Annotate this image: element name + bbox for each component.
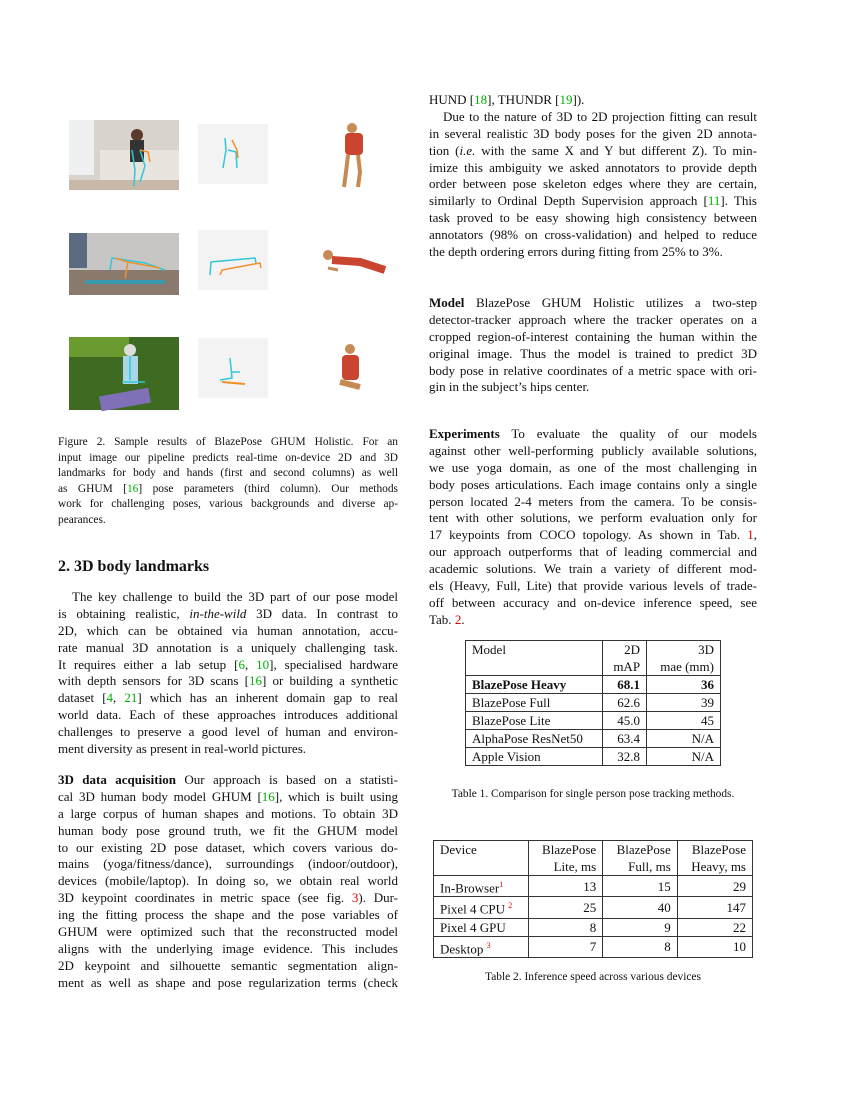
figure-2-caption xyxy=(58,435,398,529)
text-span: els (Heavy, Full, Lite) that provide various levels of trade- xyxy=(429,578,757,594)
table-header-row xyxy=(434,841,753,876)
photo-grass xyxy=(69,337,179,411)
citation-link[interactable]: 4 xyxy=(106,690,114,706)
cell: 29 xyxy=(677,876,752,897)
cell: Pixel 4 CPU $^2$ xyxy=(434,897,529,918)
cell: N/A xyxy=(647,748,721,766)
text-line xyxy=(429,363,757,380)
reference-link[interactable]: 3 xyxy=(351,890,359,906)
text-span: rate manual 3D annotation is a uniquely challenging task. xyxy=(58,639,398,655)
text-line xyxy=(429,494,757,511)
text-span: with the same X and Y but different Z). To min- xyxy=(475,142,757,158)
text-span: body pose in relative coordinates of a metric space with ori- xyxy=(429,362,757,378)
plot-3d-grass xyxy=(198,338,268,398)
text-line xyxy=(429,210,757,227)
text-line xyxy=(429,227,757,244)
text-span: 3D data. In contrast to xyxy=(246,605,399,621)
text-line xyxy=(58,482,398,498)
cell: 25 xyxy=(528,897,603,918)
text-line xyxy=(58,941,398,958)
cell: 10 xyxy=(677,936,752,957)
text-line xyxy=(58,707,398,724)
text-span: , xyxy=(113,690,125,706)
cell: BlazePose Heavy xyxy=(466,676,603,694)
text-span: Our approach is based on a statisti- xyxy=(175,772,398,787)
paragraph-model xyxy=(429,295,757,396)
cell: In-Browser$^1$ xyxy=(434,876,529,897)
text-line xyxy=(58,497,398,513)
text-span: we use yoga domain, as one of the most challenging in xyxy=(429,459,757,475)
citation-link[interactable]: 16 xyxy=(126,482,139,495)
text-span: It requires either a lab setup [ xyxy=(58,656,239,672)
text-span: tion ( xyxy=(429,142,460,158)
cell: Desktop $^3$ xyxy=(434,936,529,957)
text-span: ]). xyxy=(572,92,585,107)
header-cell: Device xyxy=(434,841,529,876)
text-span: gin in the subject’s hips center. xyxy=(429,379,590,395)
cell: Apple Vision xyxy=(466,748,603,766)
text-line xyxy=(58,606,398,623)
text-span: academic solutions. We train a variety of different mod- xyxy=(429,561,757,577)
text-span: a large corpus of human shapes and motions. To obtain 3D xyxy=(58,805,398,821)
table-row xyxy=(466,694,721,712)
citation-link[interactable]: 10 xyxy=(256,656,270,672)
text-line xyxy=(429,612,757,629)
text-span: ] or building a synthetic xyxy=(262,673,398,689)
paragraph-title: 3D data acquisition xyxy=(58,772,176,787)
text-line xyxy=(429,92,757,109)
citation-link[interactable]: 11 xyxy=(707,193,721,209)
text-line xyxy=(429,126,757,143)
reference-link[interactable]: 1 xyxy=(747,527,754,543)
text-span: 17 keypoints from COCO topology. As shown in Tab. xyxy=(429,527,748,543)
cell: 40 xyxy=(603,897,678,918)
text-span: challenges to preserve a good level of human and environ- xyxy=(58,724,398,740)
text-line xyxy=(58,623,398,640)
plot-3d-plank xyxy=(198,230,268,290)
table-header-row xyxy=(466,641,721,676)
cell: 8 xyxy=(528,918,603,936)
text-line xyxy=(58,690,398,707)
text-span: ], THUNDR [ xyxy=(487,92,560,107)
text-line xyxy=(58,856,398,873)
text-span: world data. Each of these approaches introduces additional xyxy=(58,707,398,723)
text-line xyxy=(58,890,398,907)
table-row xyxy=(466,748,721,766)
text-line xyxy=(58,958,398,975)
text-span: Tab. xyxy=(429,611,455,627)
text-span: ], specialised hardware xyxy=(269,656,398,672)
text-line xyxy=(58,589,398,606)
header-cell: BlazePose Heavy, ms xyxy=(677,841,752,876)
photo-plank xyxy=(69,233,179,295)
table-2 xyxy=(433,840,753,958)
paragraph-3d-data-acquisition xyxy=(58,772,398,992)
mesh-plank xyxy=(323,250,385,270)
table-1-caption: Table 1. Comparison for single person pose tracking methods. xyxy=(451,788,735,800)
text-span: to our existing 2D pose dataset, which covers various do- xyxy=(58,839,398,855)
text-span: ] which has an inherent domain gap to real xyxy=(137,690,399,706)
text-span: mains (yoga/fitness/dance), surroundings (indoor/outdoor), xyxy=(58,856,398,872)
text-line xyxy=(429,143,757,160)
header-cell: 2D mAP xyxy=(603,641,647,676)
footnote-mark[interactable]: 1 xyxy=(499,880,504,889)
text-span: detector-tracker approach where the tracker operates on a xyxy=(429,311,757,327)
citation-link[interactable]: 6 xyxy=(238,656,245,672)
photo-sitting xyxy=(69,120,179,190)
text-span: ). Dur- xyxy=(358,890,398,906)
text-line xyxy=(429,510,757,527)
text-span: pearances. xyxy=(58,513,106,526)
figure-2-images xyxy=(60,110,410,420)
text-span: in several realistic 3D body poses for the given 2D annota- xyxy=(429,125,757,141)
text-line xyxy=(58,657,398,674)
header-cell: Model xyxy=(466,641,603,676)
text-line xyxy=(58,975,398,992)
text-span: HUND [ xyxy=(429,92,475,107)
cell: 147 xyxy=(677,897,752,918)
text-span: GHUM were optimized such that the reconstructed model xyxy=(58,924,398,940)
text-span: i.e. xyxy=(459,142,476,158)
paragraph-title: Model xyxy=(429,295,465,310)
text-span: To evaluate the quality of our models xyxy=(499,426,757,441)
text-line xyxy=(58,823,398,840)
text-span: BlazePose GHUM Holistic utilizes a two-step xyxy=(464,295,757,310)
text-span: annotators (98% on cross-validation) and helped to reduce xyxy=(429,227,757,243)
text-line xyxy=(58,806,398,823)
text-line xyxy=(429,329,757,346)
text-line xyxy=(58,451,398,467)
figure-2 xyxy=(60,110,410,420)
text-span: dataset [ xyxy=(58,690,107,706)
cell: 22 xyxy=(677,918,752,936)
text-line xyxy=(429,176,757,193)
text-span: 2D keypoint and silhouette semantic segmentation align- xyxy=(58,957,398,973)
text-line xyxy=(58,873,398,890)
text-line xyxy=(58,789,398,806)
text-line xyxy=(429,595,757,612)
table-row xyxy=(434,936,753,957)
text-line xyxy=(58,741,398,758)
cell: 45.0 xyxy=(603,712,647,730)
text-span: is obtaining realistic, xyxy=(58,605,190,621)
cell: BlazePose Full xyxy=(466,694,603,712)
cell: 32.8 xyxy=(603,748,647,766)
cell: 62.6 xyxy=(603,694,647,712)
text-line xyxy=(58,924,398,941)
text-line xyxy=(429,443,757,460)
text-line xyxy=(58,724,398,741)
header-cell: 3D mae (mm) xyxy=(647,641,721,676)
text-line xyxy=(429,578,757,595)
text-span: input image our pipeline predicts real-time on-device 2D and 3D xyxy=(58,451,398,464)
text-line xyxy=(58,435,398,451)
reference-link[interactable]: 2 xyxy=(454,611,462,627)
header-cell: BlazePose Full, ms xyxy=(603,841,678,876)
text-span: ment as well as shape and pose regularization terms (check xyxy=(58,974,398,990)
text-line xyxy=(58,513,398,529)
text-line xyxy=(429,160,757,177)
cell: 68.1 xyxy=(603,676,647,694)
text-line xyxy=(429,544,757,561)
text-line xyxy=(58,907,398,924)
text-span: similarly to Ordinal Depth Supervision approach [ xyxy=(429,193,708,209)
text-span: the depth ordering errors during fitting from 25% to 3%. xyxy=(429,244,723,260)
paragraph-title: Experiments xyxy=(429,426,500,441)
cell: AlphaPose ResNet50 xyxy=(466,730,603,748)
text-span: ] pose parameters (third column). Our methods xyxy=(138,482,398,495)
cell: 13 xyxy=(528,876,603,897)
text-span: Due to the nature of 3D to 2D projection fitting can result xyxy=(443,108,757,124)
text-span: Figure 2. Sample results of BlazePose GHUM Holistic. For an xyxy=(58,436,398,448)
text-span: devices (mobile/laptop). In doing so, we obtain real world xyxy=(58,873,398,889)
plot-3d-sitting xyxy=(198,124,268,184)
text-span: landmarks for body and hands (first and second columns) as well xyxy=(58,467,398,480)
text-span: tent with other solutions, we perform evaluation only for xyxy=(429,510,757,526)
text-line xyxy=(429,244,757,261)
table-row xyxy=(466,730,721,748)
text-line xyxy=(429,346,757,363)
cell: 36 xyxy=(647,676,721,694)
text-span: person located 2-4 meters from the camera. To be consis- xyxy=(429,493,757,509)
citation-link[interactable]: 18 xyxy=(474,92,488,107)
text-span: original image. Thus the model is trained to predict 3D xyxy=(429,345,757,361)
table-2-caption: Table 2. Inference speed across various devices xyxy=(485,971,701,983)
text-line xyxy=(58,840,398,857)
text-span: aligns with the underlying image evidence. This includes xyxy=(58,940,398,956)
text-line xyxy=(429,477,757,494)
cell: 7 xyxy=(528,936,603,957)
text-span: human body pose ground truth, we fit the GHUM model xyxy=(58,822,398,838)
text-span: in-the-wild xyxy=(189,605,247,621)
text-span: ment diversity as present in real-world pictures. xyxy=(58,741,307,757)
cell: 39 xyxy=(647,694,721,712)
text-line xyxy=(58,673,398,690)
header-cell: BlazePose Lite, ms xyxy=(528,841,603,876)
text-span: 2D, which can be obtained via human annotation, accu- xyxy=(58,622,398,638)
text-span: imize this ambiguity we asked annotators to provide depth xyxy=(429,159,757,175)
text-line xyxy=(429,561,757,578)
cell: BlazePose Lite xyxy=(466,712,603,730)
text-span: order between pose skeleton edges where they are certain, xyxy=(429,176,757,192)
paragraph-3d-landmarks-intro xyxy=(58,589,398,758)
text-span: , xyxy=(244,656,257,672)
text-line xyxy=(429,312,757,329)
text-span: ], which is built using xyxy=(274,788,399,804)
table-row xyxy=(466,712,721,730)
cell: 8 xyxy=(603,936,678,957)
text-span: off between accuracy and on-device inference speed, see xyxy=(429,594,757,610)
text-span: 3D keypoint coordinates in metric space (see fig. xyxy=(58,890,352,906)
text-span: against other well-performing publicly available solutions, xyxy=(429,442,757,458)
text-line xyxy=(58,772,398,789)
text-span: cropped region-of-interest containing the human within the xyxy=(429,328,757,344)
paragraph-depth-ordering xyxy=(429,92,757,261)
text-span: . xyxy=(461,611,465,627)
text-span: body poses articulations. Each image contains only a single xyxy=(429,476,757,492)
text-line xyxy=(58,466,398,482)
text-span: our approach outperforms that of leading commercial and xyxy=(429,544,757,560)
citation-link[interactable]: 21 xyxy=(124,690,138,706)
text-line xyxy=(429,527,757,544)
citation-link[interactable]: 16 xyxy=(261,788,275,804)
paragraph-experiments xyxy=(429,426,757,629)
mesh-sitting xyxy=(344,123,363,187)
cell: 45 xyxy=(647,712,721,730)
text-line xyxy=(429,460,757,477)
text-line xyxy=(429,109,757,126)
text-span: cal 3D human body model GHUM [ xyxy=(58,788,262,804)
citation-link[interactable]: 16 xyxy=(249,673,262,689)
text-span: work for challenging poses, various backgrounds and diverse ap- xyxy=(58,498,398,511)
table-row xyxy=(434,918,753,936)
text-line xyxy=(429,379,757,396)
cell: 15 xyxy=(603,876,678,897)
text-span: as GHUM [ xyxy=(58,482,127,495)
text-line xyxy=(58,640,398,657)
text-span: with depth sensors for 3D scans [ xyxy=(58,673,249,689)
cell: 63.4 xyxy=(603,730,647,748)
table-row xyxy=(466,676,721,694)
text-span: ]. This xyxy=(720,193,757,209)
text-span: The key challenge to build the 3D part of our pose model xyxy=(72,589,398,604)
footnote-mark[interactable]: 2 xyxy=(508,901,513,911)
cell: 9 xyxy=(603,918,678,936)
text-line xyxy=(429,426,757,443)
mesh-kneeling xyxy=(340,344,360,387)
table-row xyxy=(434,876,753,897)
text-line xyxy=(429,193,757,210)
text-span: task proved to be easy showing high consistency between xyxy=(429,210,757,226)
citation-link[interactable]: 19 xyxy=(559,92,573,107)
text-span: , xyxy=(753,527,757,543)
table-row xyxy=(434,897,753,918)
cell: Pixel 4 GPU xyxy=(434,918,529,936)
footnote-mark[interactable]: 3 xyxy=(486,940,491,950)
cell: N/A xyxy=(647,730,721,748)
section-heading: 2. 3D body landmarks xyxy=(58,558,210,575)
text-line xyxy=(429,295,757,312)
text-span: ing the fitting process the shape and the pose variables of xyxy=(58,907,398,923)
table-1 xyxy=(465,640,721,766)
